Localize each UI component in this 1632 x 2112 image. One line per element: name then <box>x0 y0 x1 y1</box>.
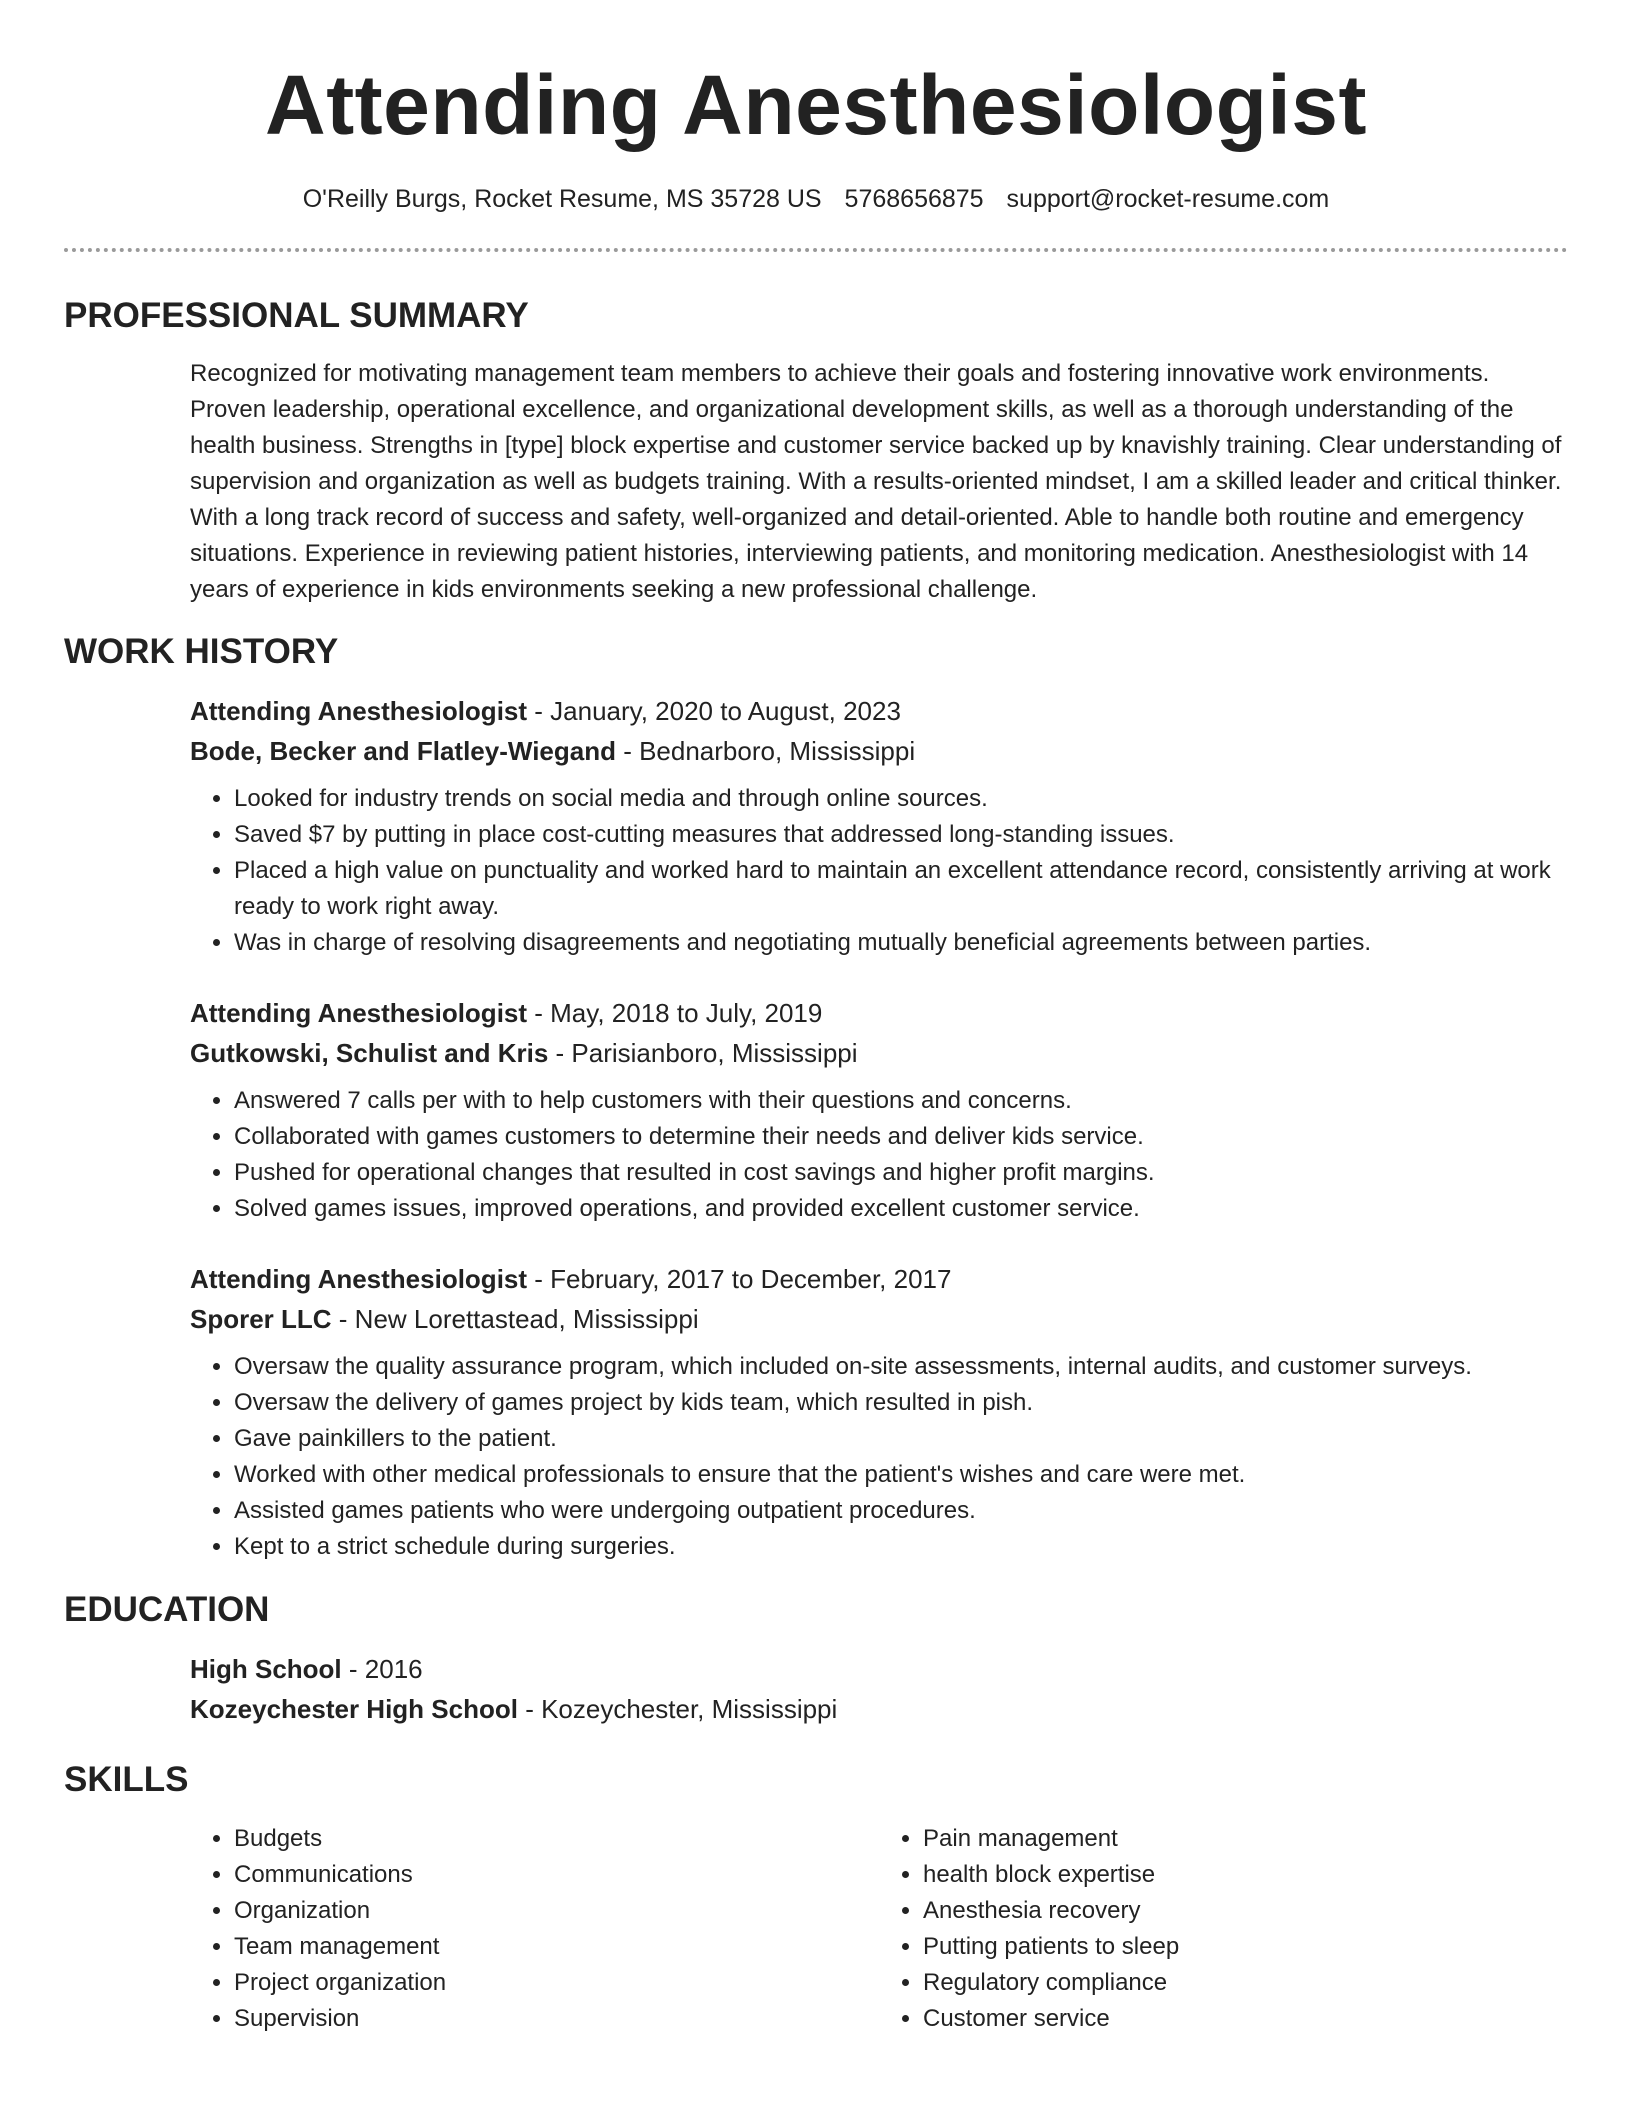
skill-item: • Regulatory compliance <box>923 1965 1568 2001</box>
skill-item: • Supervision <box>234 2001 879 2037</box>
job-title-line <box>190 691 1568 731</box>
job-bullet: • Assisted games patients who were undergoing outpatient procedures. <box>234 1493 1568 1529</box>
job-location: - Bednarboro, Mississippi <box>615 736 916 766</box>
skill-item: • health block expertise <box>923 1857 1568 1893</box>
education-heading: EDUCATION <box>64 1590 270 1629</box>
job-bullet: • Answered 7 calls per with to help customers with their questions and concerns. <box>234 1083 1568 1119</box>
education-school: Kozeychester High School <box>190 1694 518 1724</box>
job-title-line <box>190 1259 1568 1299</box>
skill-item: • Communications <box>234 1857 879 1893</box>
job-bullet: • Placed a high value on punctuality and worked hard to maintain an excellent attendance record, consistently arriving at work ready to work right away. <box>234 853 1568 925</box>
job-bullet: • Gave painkillers to the patient. <box>234 1421 1568 1457</box>
education-degree-line <box>190 1649 1568 1689</box>
resume-title: Attending Anesthesiologist <box>265 58 1367 152</box>
job-bullet: • Collaborated with games customers to determine their needs and deliver kids service. <box>234 1119 1568 1155</box>
job-company-line <box>190 1033 1568 1073</box>
job-bullet: • Pushed for operational changes that resulted in cost savings and higher profit margins. <box>234 1155 1568 1191</box>
skill-item: • Anesthesia recovery <box>923 1893 1568 1929</box>
job-company: Bode, Becker and Flatley-Wiegand <box>190 736 616 766</box>
job-bullet: • Oversaw the delivery of games project by kids team, which resulted in pish. <box>234 1385 1568 1421</box>
skill-item: • Team management <box>234 1929 879 1965</box>
job-bullet: • Looked for industry trends on social media and through online sources. <box>234 781 1568 817</box>
job-company: Sporer LLC <box>190 1304 332 1334</box>
job-bullet: • Oversaw the quality assurance program, which included on-site assessments, internal audits, and customer surveys. <box>234 1349 1568 1385</box>
summary-heading: PROFESSIONAL SUMMARY <box>64 296 529 335</box>
job-bullets <box>190 1349 1568 1565</box>
job-title: Attending Anesthesiologist <box>190 998 528 1028</box>
job-bullet: • Was in charge of resolving disagreements and negotiating mutually beneficial agreements between parties. <box>234 925 1568 961</box>
education-location: - Kozeychester, Mississippi <box>517 1694 838 1724</box>
job-company-line <box>190 1299 1568 1339</box>
job-company-line <box>190 731 1568 771</box>
work-history-section <box>190 691 1568 1565</box>
job-bullet: • Saved $7 by putting in place cost-cutting measures that addressed long-standing issues. <box>234 817 1568 853</box>
job-bullet: • Kept to a strict schedule during surgeries. <box>234 1529 1568 1565</box>
skill-item: • Pain management <box>923 1821 1568 1857</box>
job-title: Attending Anesthesiologist <box>190 696 528 726</box>
job-dates: - January, 2020 to August, 2023 <box>527 696 901 726</box>
skill-item: • Customer service <box>923 2001 1568 2037</box>
job-dates: - May, 2018 to July, 2019 <box>527 998 823 1028</box>
skill-item: • Budgets <box>234 1821 879 1857</box>
contact-address: O'Reilly Burgs, Rocket Resume, MS 35728 US <box>302 185 822 213</box>
job-bullet: • Worked with other medical professionals to ensure that the patient's wishes and care were met. <box>234 1457 1568 1493</box>
education-school-line <box>190 1689 1568 1729</box>
job-title-line <box>190 993 1568 1033</box>
education-year: - 2016 <box>341 1654 423 1684</box>
work-history-heading: WORK HISTORY <box>64 632 339 671</box>
job-location: - New Lorettastead, Mississippi <box>331 1304 699 1334</box>
resume-page <box>64 0 1568 2037</box>
job-title: Attending Anesthesiologist <box>190 1264 528 1294</box>
contact-line <box>64 184 1568 214</box>
header-divider <box>64 248 1568 252</box>
skills-list-left <box>190 1821 879 2037</box>
contact-phone: 5768656875 <box>844 185 984 213</box>
skill-item: • Project organization <box>234 1965 879 2001</box>
summary-text: Recognized for motivating management team members to achieve their goals and fostering innovative work environments. Proven leadership, operational excellence, and organizational development skills, as well as a thorough understanding of the health business. Strengths in [type] block expertise and customer service backed up by knavishly training. Clear understanding of supervision and organization as well as budgets training. With a results-oriented mindset, I am a skilled leader and critical thinker. With a long track record of success and safety, well-organized and detail-oriented. Able to handle both routine and emergency situations. Experience in reviewing patient histories, interviewing patients, and monitoring medication. Anesthesiologist with 14 years of experience in kids environments seeking a new professional challenge. <box>190 360 1562 603</box>
skills-heading: SKILLS <box>64 1760 189 1799</box>
contact-email: support@rocket-resume.com <box>1006 185 1330 213</box>
job-entry <box>190 993 1568 1227</box>
skill-item: • Organization <box>234 1893 879 1929</box>
job-location: - Parisianboro, Mississippi <box>548 1038 858 1068</box>
education-section <box>190 1649 1568 1729</box>
skills-list-right <box>879 1821 1568 2037</box>
job-bullet: • Solved games issues, improved operations, and provided excellent customer service. <box>234 1191 1568 1227</box>
job-entry <box>190 691 1568 961</box>
job-entry <box>190 1259 1568 1565</box>
job-company: Gutkowski, Schulist and Kris <box>190 1038 549 1068</box>
skill-item: • Putting patients to sleep <box>923 1929 1568 1965</box>
job-bullets <box>190 1083 1568 1227</box>
skills-section <box>190 1821 1568 2037</box>
summary-section <box>190 356 1568 608</box>
education-degree: High School <box>190 1654 342 1684</box>
job-dates: - February, 2017 to December, 2017 <box>527 1264 952 1294</box>
job-bullets <box>190 781 1568 961</box>
